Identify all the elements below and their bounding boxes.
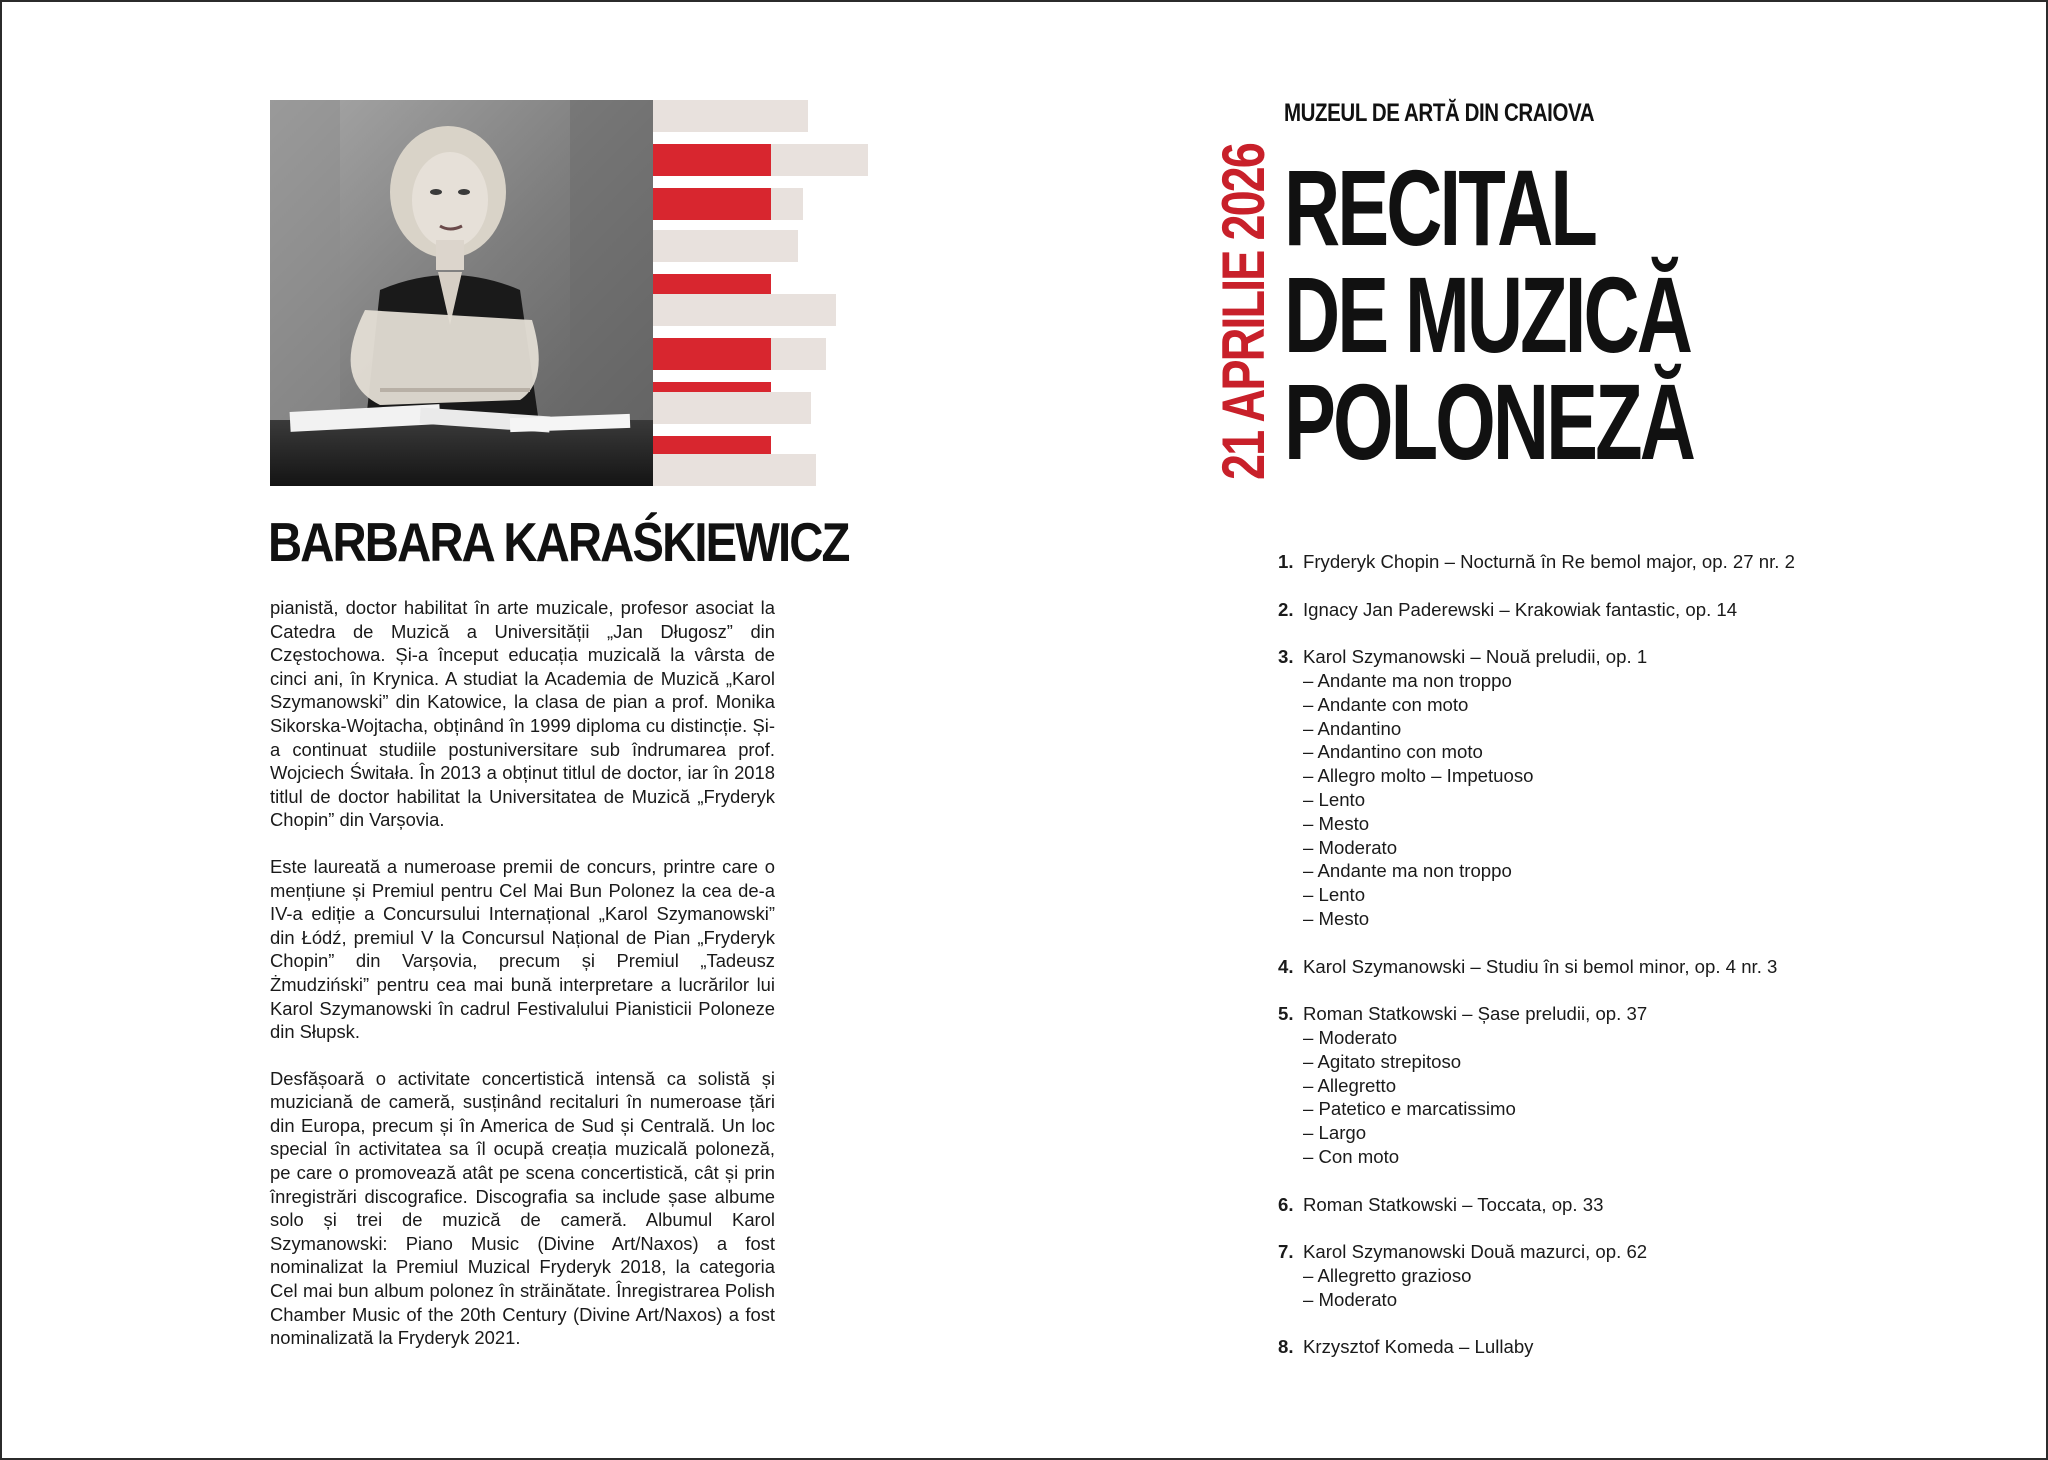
- program-movement: – Agitato strepitoso: [1303, 1050, 1462, 1072]
- program-item: [1278, 1002, 1838, 1169]
- program-movement: – Moderato: [1303, 836, 1398, 858]
- program-item-number: 5.: [1278, 1003, 1294, 1025]
- event-title: [1284, 147, 1693, 482]
- program-item-header: [1278, 1240, 1838, 1264]
- program-item-number: 2.: [1278, 598, 1294, 620]
- program-movement: – Mesto: [1303, 812, 1370, 834]
- program-item-title: Roman Statkowski – Toccata, op. 33: [1303, 1193, 1604, 1215]
- stripe: [653, 294, 836, 326]
- program-item-header: [1278, 955, 1838, 979]
- stripe: [653, 144, 771, 176]
- program-movement: – Mesto: [1303, 907, 1370, 929]
- program-movement: – Andante ma non troppo: [1303, 669, 1512, 691]
- program-movement: – Moderato: [1303, 1026, 1398, 1048]
- title-line: POLONEZĂ: [1284, 361, 1693, 482]
- program-item-title: Fryderyk Chopin – Nocturnă în Re bemol major, op. 27 nr. 2: [1303, 551, 1795, 572]
- program-item: [1278, 645, 1838, 931]
- event-date: [1210, 80, 1277, 480]
- program-item-title: Krzysztof Komeda – Lullaby: [1303, 1336, 1534, 1358]
- bio-paragraph: pianistă, doctor habilitat în arte muzicale, profesor asociat la Catedra de Muzică a Universității „Jan Długosz” din Częstochowa. Și-a început educația muzicală la vârsta de cinci ani, în Krynica. A studiat la Academia de Muzică „Karol Szymanowski” din Katowice, la clasa de pian a prof. Monika Sikorska-Wojtacha, obținând în 1999 diploma cu distincție. Și-a continuat studiile postuniversitare sub îndrumarea prof. Wojciech Świtała. În 2013 a obținut titlul de doctor, iar în 2018 titlul de doctor habilitat la Universitatea de Muzică „Fryderyk Chopin” din Varșovia.: [270, 597, 775, 831]
- title-line: RECITAL: [1284, 147, 1596, 268]
- program-item-number: 3.: [1278, 646, 1294, 668]
- title-line: DE MUZICĂ: [1284, 254, 1691, 375]
- program-item-title: Roman Statkowski – Șase preludii, op. 37: [1303, 1003, 1648, 1025]
- program-movement: – Allegretto grazioso: [1303, 1264, 1472, 1286]
- program-item-header: [1278, 550, 1838, 574]
- stripe: [771, 188, 803, 220]
- artist-photo-illustration: [270, 100, 653, 486]
- program-movement: – Andante ma non troppo: [1303, 860, 1512, 882]
- artist-name: BARBARA KARAŚKIEWICZ: [268, 511, 849, 573]
- event-date-text: 21 APRILIE 2026: [1210, 144, 1277, 480]
- stripe: [653, 392, 811, 424]
- program-item-title: Karol Szymanowski Două mazurci, op. 62: [1303, 1241, 1648, 1263]
- program-item: [1278, 1193, 1838, 1217]
- program-item: [1278, 1240, 1838, 1311]
- program-item: [1278, 598, 1838, 622]
- program-item-title: Karol Szymanowski – Studiu în si bemol minor, op. 4 nr. 3: [1303, 955, 1778, 977]
- program-item: [1278, 955, 1838, 979]
- stripe: [653, 100, 808, 132]
- program-movement: – Con moto: [1303, 1145, 1400, 1167]
- program-movement: – Andante con moto: [1303, 693, 1469, 715]
- bio-paragraph: Este laureată a numeroase premii de concurs, printre care o mențiune și Premiul pentru Cel Mai Bun Polonez la cea de-a IV-a ediție a Concursului Internațional „Karol Szymanowski” din Łódź, premiul V la Concursul Național de Pian „Fryderyk Chopin” din Varșovia, precum și Premiul „Tadeusz Żmudziński” pentru cea mai bună interpretare a lucrărilor lui Karol Szymanowski în cadrul Festivalului Pianisticii Poloneze din Słupsk.: [270, 855, 775, 1043]
- program-movement: – Andantino: [1303, 717, 1402, 739]
- stripe: [653, 338, 771, 370]
- program-item-number: 1.: [1278, 551, 1294, 572]
- program-movement: – Largo: [1303, 1122, 1367, 1144]
- artist-bio: [270, 596, 775, 1373]
- program-movement: – Allegretto: [1303, 1074, 1397, 1096]
- program-item-header: [1278, 645, 1838, 669]
- stripe: [771, 338, 826, 370]
- stripe: [653, 188, 771, 220]
- stripe: [653, 454, 816, 486]
- program-item-header: [1278, 1193, 1838, 1217]
- program-movement: – Lento: [1303, 788, 1366, 810]
- artist-photo: [270, 100, 653, 486]
- program-movement: – Allegro molto – Impetuoso: [1303, 765, 1534, 787]
- program-movement: – Moderato: [1303, 1288, 1398, 1310]
- stripe: [771, 144, 868, 176]
- program-item-title: Karol Szymanowski – Nouă preludii, op. 1: [1303, 646, 1648, 668]
- program-movement: – Patetico e marcatissimo: [1303, 1098, 1516, 1120]
- venue: MUZEUL DE ARTĂ DIN CRAIOVA: [1284, 99, 1595, 127]
- program-movement: – Andantino con moto: [1303, 741, 1483, 763]
- program-item: [1278, 550, 1838, 574]
- stripe: [653, 230, 798, 262]
- program-list: [1278, 550, 1838, 1383]
- program-item-number: 4.: [1278, 955, 1294, 977]
- program-item-header: [1278, 1335, 1838, 1359]
- program-item-number: 6.: [1278, 1193, 1294, 1215]
- program-item: [1278, 1335, 1838, 1359]
- program-item-title: Ignacy Jan Paderewski – Krakowiak fantastic, op. 14: [1303, 598, 1738, 620]
- program-item-header: [1278, 598, 1838, 622]
- program-movement: – Lento: [1303, 884, 1366, 906]
- decorative-stripes: [653, 100, 868, 486]
- program-item-number: 8.: [1278, 1336, 1294, 1358]
- program-item-number: 7.: [1278, 1241, 1294, 1263]
- program-item-header: [1278, 1002, 1838, 1026]
- bio-paragraph: Desfășoară o activitate concertistică intensă ca solistă și muziciană de cameră, susținând recitaluri în numeroase țări din Europa, precum și în America de Sud și Centrală. Un loc special în activitatea sa îl ocupă creația muzicală poloneză, pe care o promovează atât pe scena concertistică, cât și prin înregistrări discografice. Discografia sa include șase albume solo și trei de muzică de cameră. Albumul Karol Szymanowski: Piano Music (Divine Art/Naxos) a fost nominalizat la Premiul Muzical Fryderyk 2018, la categoria Cel mai bun album polonez în străinătate. Înregistrarea Polish Chamber Music of the 20th Century (Divine Art/Naxos) a fost nominalizată la Fryderyk 2021.: [270, 1067, 775, 1349]
